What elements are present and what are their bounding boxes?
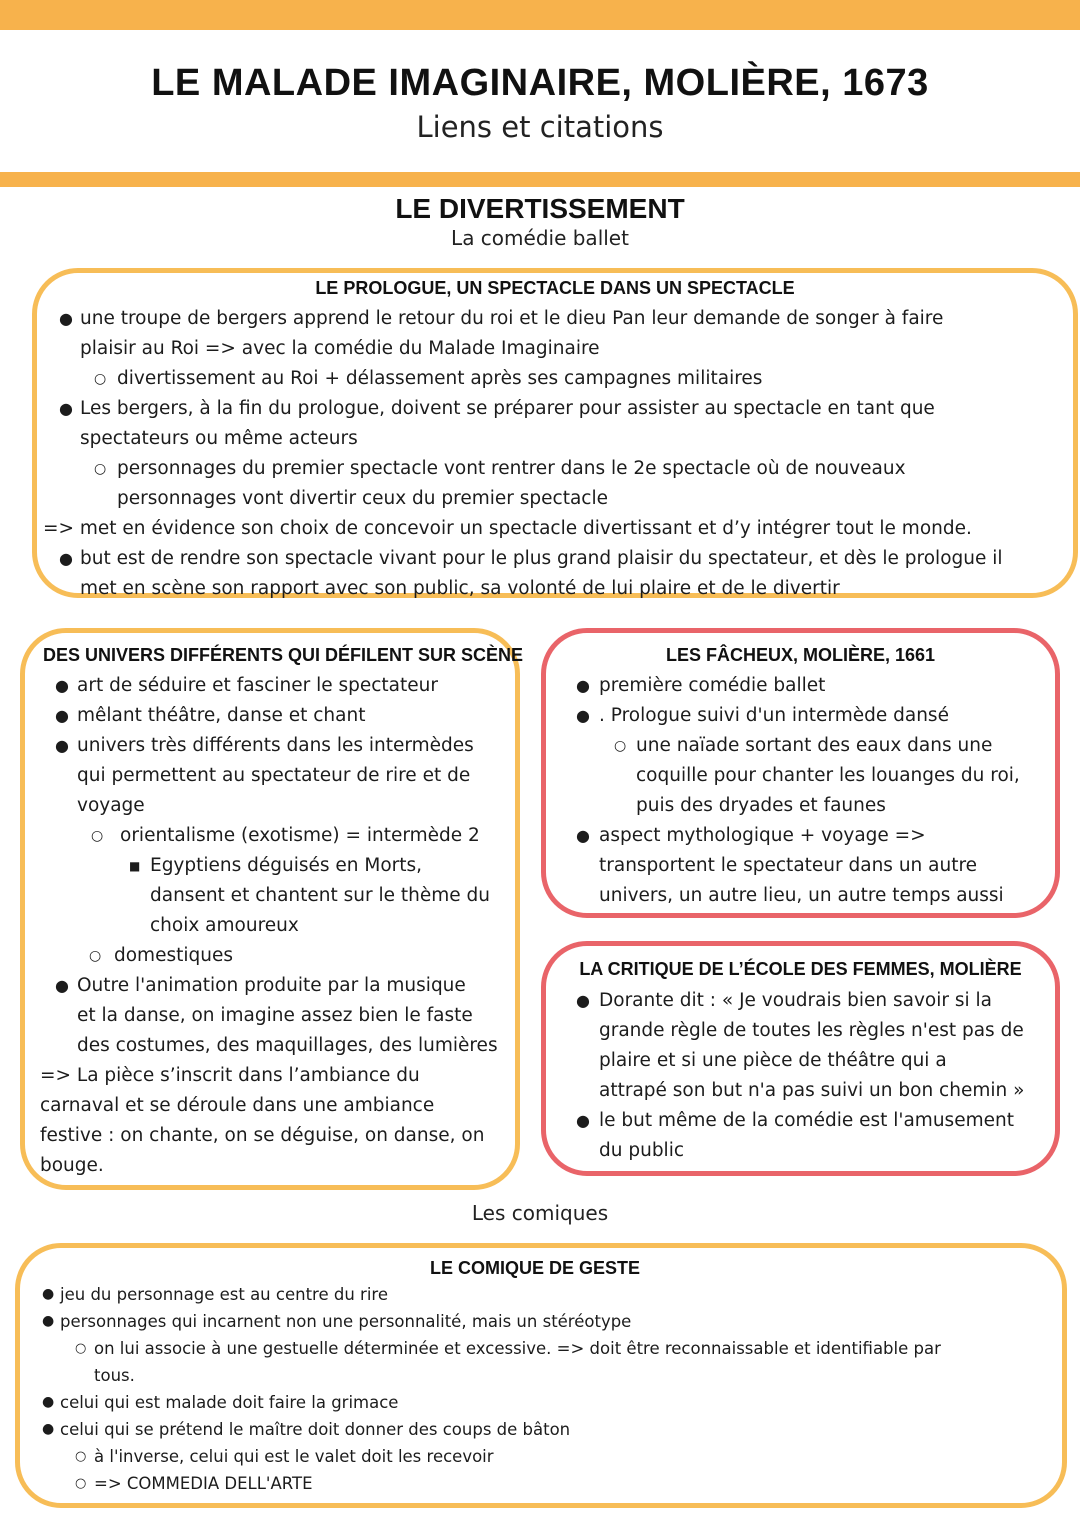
- section-subtitle: La comédie ballet: [451, 226, 629, 250]
- geste-title: LE COMIQUE DE GESTE: [429, 1258, 641, 1278]
- bullet-icon: ●: [59, 309, 73, 328]
- circle-bullet-icon: ○: [75, 1476, 87, 1491]
- bullet-icon: ●: [576, 991, 590, 1010]
- list-item: ● le but même de la comédie est l'amusement du public: [546, 1106, 1056, 1166]
- header-divider-bar: [0, 172, 1080, 187]
- bullet-icon: ●: [55, 976, 69, 995]
- geste-box: [15, 1243, 1067, 1508]
- bullet-icon: ●: [42, 1394, 55, 1410]
- list-item: ● aspect mythologique + voyage => transportent le spectateur dans un autre univers, un autre lieu, un autre temps aussi: [546, 821, 1056, 911]
- section-title: LE DIVERTISSEMENT: [395, 193, 685, 224]
- circle-bullet-icon: ○: [94, 371, 107, 387]
- list-item: ○ divertissement au Roi + délassement après ses campagnes militaires: [37, 364, 1077, 394]
- comiques-label: Les comiques: [471, 1201, 609, 1225]
- list-item: ● Outre l'animation produite par la musique et la danse, on imagine assez bien le faste des costumes, des maquillages, des lumières: [25, 971, 520, 1061]
- square-bullet-icon: ■: [129, 859, 141, 873]
- univers-title: DES UNIVERS DIFFÉRENTS QUI DÉFILENT SUR SCÈNE: [43, 645, 524, 665]
- bullet-icon: ●: [576, 826, 590, 845]
- list-item: ● celui qui se prétend le maître doit donner des coups de bâton: [20, 1416, 1060, 1443]
- list-item: ○ une naïade sortant des eaux dans une coquille pour chanter les louanges du roi, puis des dryades et faunes: [546, 731, 1056, 821]
- bullet-icon: ●: [576, 676, 590, 695]
- list-item: ○ on lui associe à une gestuelle déterminée et excessive. => doit être reconnaissable et identifiable par tous.: [20, 1335, 1060, 1389]
- circle-bullet-icon: ○: [89, 948, 102, 964]
- bullet-icon: ●: [55, 676, 69, 695]
- circle-bullet-icon: ○: [614, 738, 627, 754]
- list-item: ● première comédie ballet: [546, 671, 1056, 701]
- bullet-icon: ●: [576, 706, 590, 725]
- facheux-box: [541, 628, 1060, 918]
- list-item: ● art de séduire et fasciner le spectateur: [25, 671, 520, 701]
- circle-bullet-icon: ○: [94, 461, 107, 477]
- list-item: ○ domestiques: [25, 941, 520, 971]
- list-item: ○ orientalisme (exotisme) = intermède 2: [25, 821, 520, 851]
- univers-box: [20, 628, 524, 1190]
- prologue-box: [32, 268, 1078, 598]
- page-subtitle: Liens et citations: [416, 110, 664, 144]
- bullet-icon: ●: [55, 706, 69, 725]
- conclusion-line: => met en évidence son choix de concevoir un spectacle divertissant et d’y intégrer tout le monde.: [43, 518, 972, 539]
- bullet-icon: ●: [42, 1313, 55, 1329]
- list-item: ● celui qui est malade doit faire la grimace: [20, 1389, 1060, 1416]
- conclusion-paragraph: => La pièce s’inscrit dans l’ambiance du carnaval et se déroule dans une ambiance festive : on chante, on se déguise, on danse, on bouge.: [40, 1065, 485, 1176]
- list-item: ● Les bergers, à la fin du prologue, doivent se préparer pour assister au spectacle en tant que spectateurs ou même acteurs: [37, 394, 1077, 454]
- critique-title: LA CRITIQUE DE L’ÉCOLE DES FEMMES, MOLIÈRE: [579, 959, 1022, 979]
- bullet-icon: ●: [55, 736, 69, 755]
- list-item: ● univers très différents dans les intermèdes qui permettent au spectateur de rire et de voyage: [25, 731, 520, 821]
- list-item: ○ personnages du premier spectacle vont rentrer dans le 2e spectacle où de nouveaux personnages vont divertir ceux du premier spectacle: [37, 454, 1077, 514]
- page-title: LE MALADE IMAGINAIRE, MOLIÈRE, 1673: [151, 62, 929, 104]
- circle-bullet-icon: ○: [75, 1341, 87, 1356]
- facheux-title: LES FÂCHEUX, MOLIÈRE, 1661: [665, 645, 936, 665]
- critique-box: [541, 941, 1060, 1176]
- list-item: ○ => COMMEDIA DELL'ARTE: [20, 1470, 1060, 1497]
- list-item: ● jeu du personnage est au centre du rire: [20, 1281, 1060, 1308]
- list-item: ● but est de rendre son spectacle vivant pour le plus grand plaisir du spectateur, et dès le prologue il met en scène son rapport avec son public, sa volonté de lui plaire et de le divertir: [37, 544, 1077, 604]
- top-accent-bar: [0, 0, 1080, 30]
- list-item: ■ Egyptiens déguisés en Morts, dansent et chantent sur le thème du choix amoureux: [25, 851, 520, 941]
- prologue-title: LE PROLOGUE, UN SPECTACLE DANS UN SPECTACLE: [315, 278, 795, 298]
- list-item: ● personnages qui incarnent non une personnalité, mais un stéréotype: [20, 1308, 1060, 1335]
- circle-bullet-icon: ○: [91, 828, 104, 844]
- bullet-icon: ●: [59, 399, 73, 418]
- bullet-icon: ●: [42, 1286, 55, 1302]
- list-item: ● . Prologue suivi d'un intermède dansé: [546, 701, 1056, 731]
- list-item: ○ à l'inverse, celui qui est le valet doit les recevoir: [20, 1443, 1060, 1470]
- list-item: ● Dorante dit : « Je voudrais bien savoir si la grande règle de toutes les règles n'est pas de plaire et si une pièce de théâtre qui a attrapé son but n'a pas suivi un bon chemin »: [546, 986, 1056, 1106]
- bullet-icon: ●: [59, 549, 73, 568]
- list-item: ● mêlant théâtre, danse et chant: [25, 701, 520, 731]
- bullet-icon: ●: [576, 1111, 590, 1130]
- circle-bullet-icon: ○: [75, 1449, 87, 1464]
- list-item: ● une troupe de bergers apprend le retour du roi et le dieu Pan leur demande de songer à faire plaisir au Roi => avec la comédie du Malade Imaginaire: [37, 304, 1077, 364]
- bullet-icon: ●: [42, 1421, 55, 1437]
